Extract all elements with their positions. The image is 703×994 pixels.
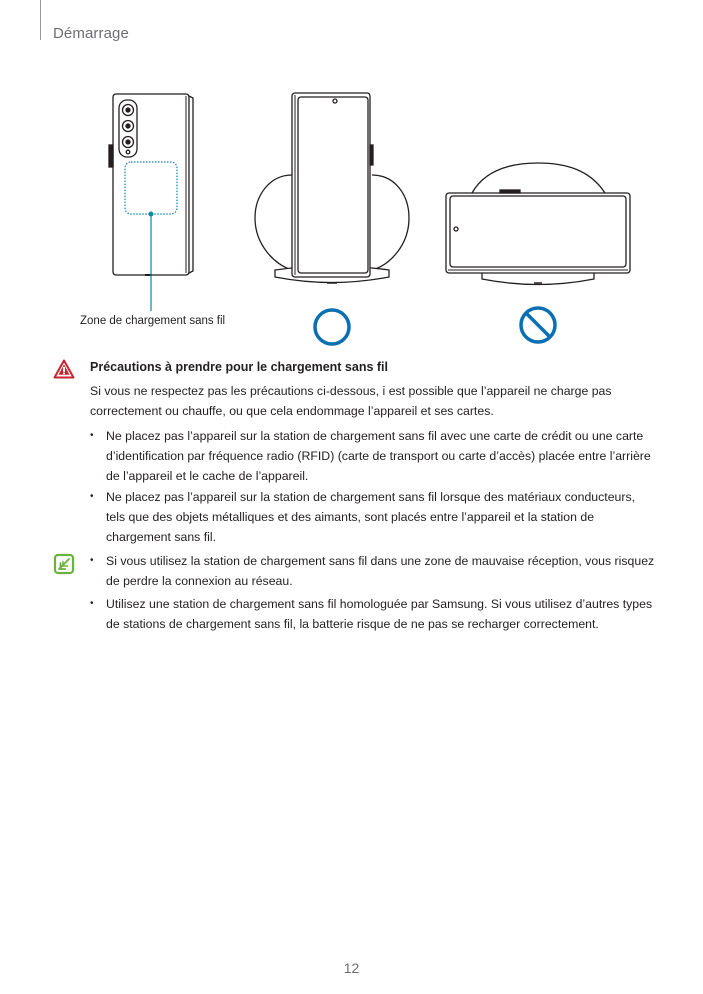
charger-back [472, 163, 605, 193]
bullet-glyph: • [90, 430, 94, 441]
side-button [109, 145, 113, 167]
bullet-glyph: • [90, 491, 94, 502]
bullet-line: tels que des objets métalliques et des aimants, sont placés entre l’appareil et la station de [106, 510, 595, 524]
caution-intro-line: correctement ou chauffe, ou que cela endommage l’appareil et ses cartes. [90, 404, 494, 418]
charging-zone-label: Zone de chargement sans fil [80, 315, 226, 327]
section-title: Démarrage [53, 25, 129, 42]
note-bullet [90, 594, 660, 634]
illustration-svg [0, 0, 703, 350]
charging-zone-outline [125, 162, 177, 214]
correct-placement [255, 93, 409, 283]
note-bullet [90, 551, 660, 591]
charger-back-right [372, 175, 409, 270]
bullet-line: Si vous utilisez la station de chargement sans fil dans une zone de mauvaise réception, vous risquez [106, 554, 655, 568]
note-pencil-icon [53, 553, 75, 575]
bullet-line: de stations de chargement sans fil, la batterie risque de ne pas se recharger correctement. [106, 617, 599, 631]
bullet-line: chargement sans fil. [106, 530, 217, 544]
circle-ok-icon [315, 310, 349, 344]
bullet-line: Utilisez une station de chargement sans fil homologuée par Samsung. Si vous utilisez d’autres types [106, 597, 653, 611]
caution-intro-line: Si vous ne respectez pas les précautions ci-dessous, i est possible que l’appareil ne charge pas [90, 384, 612, 398]
bullet-line: Ne placez pas l’appareil sur la station de chargement sans fil avec une carte de crédit ou une carte [106, 429, 644, 443]
incorrect-placement [446, 163, 630, 285]
wireless-charging-illustration [0, 0, 703, 350]
caution-title: Précautions à prendre pour le chargement sans fil [90, 360, 389, 374]
bullet-glyph: • [90, 555, 94, 566]
phone-landscape [446, 193, 630, 273]
bullet-line: de l’appareil et le cache de l’appareil. [106, 469, 309, 483]
page-number: 12 [343, 960, 360, 976]
bullet-glyph: • [90, 598, 94, 609]
prohibited-icon [521, 308, 555, 342]
phone-front [292, 93, 370, 277]
caution-bullet [90, 487, 660, 547]
bullet-line: de perdre la connexion au réseau. [106, 574, 293, 588]
warning-icon [53, 359, 75, 379]
caution-bullet [90, 426, 660, 486]
flash [126, 150, 130, 154]
bullet-line: d’identification par fréquence radio (RFID) (carte de transport ou carte d’accès) placée entre l’arrière [106, 449, 651, 463]
charger-back-left [255, 175, 292, 270]
bullet-line: Ne placez pas l’appareil sur la station de chargement sans fil lorsque des matériaux conducteurs, [106, 490, 636, 504]
